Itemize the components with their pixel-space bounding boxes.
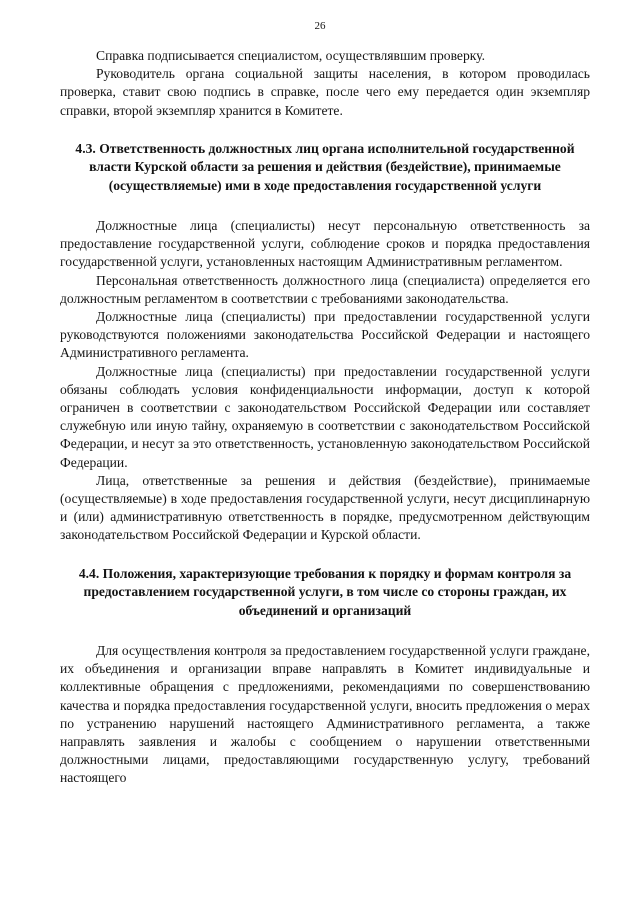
paragraph: Для осуществления контроля за предоставлением государственной услуги граждане, их объединения и организации вправе направлять в Комитет индивидуальные и коллективные обращения с предложениями, рекомендациями по совершенствованию качества и порядка предоставления государственной услуги, вносить предложения о мерах по устранению нарушений настоящего Административного регламента, а также направлять заявления и жалобы с сообщением о нарушении ответственными должностными лицами, предоставляющими государственную услугу, требований настоящего	[60, 642, 590, 786]
page-content	[60, 47, 590, 788]
paragraph: Руководитель органа социальной защиты населения, в котором проводилась проверка, ставит свою подпись в справке, после чего ему передается один экземпляр справки, второй экземпляр хранится в Комитете.	[60, 66, 590, 118]
page-number: 26	[314, 20, 326, 32]
section-heading-4-4: 4.4. Положения, характеризующие требования к порядку и формам контроля за предоставлением государственной услуги, в том числе со стороны граждан, их объединений и организаций	[78, 565, 572, 618]
paragraph: Должностные лица (специалисты) при предоставлении государственной услуги обязаны соблюдать условия конфиденциальности информации, доступ к которой ограничен в соответствии с законодательством Российской Федерации или составляет служебную или иную тайну, охраняемую в соответствии с законодательством Российской Федерации, и несут за это ответственность, установленную законодательством Российской Федерации.	[60, 363, 590, 470]
paragraph: Персональная ответственность должностного лица (специалиста) определяется его должностным регламентом в соответствии с требованиями законодательства.	[60, 272, 590, 306]
paragraph: Лица, ответственные за решения и действия (бездействие), принимаемые (осуществляемые) в ходе предоставления государственной услуги, несут дисциплинарную и (или) административную ответственность в порядке, предусмотренном действующим законодательством Российской Федерации и Курской области.	[60, 472, 590, 543]
paragraph: Справка подписывается специалистом, осуществлявшим проверку.	[96, 48, 485, 63]
paragraph: Должностные лица (специалисты) несут персональную ответственность за предоставление государственной услуги, соблюдение сроков и порядка предоставления государственной услуги, установленных настоящим Административным регламентом.	[60, 218, 590, 270]
section-heading-4-3: 4.3. Ответственность должностных лиц органа исполнительной государственной власти Курской области за решения и действия (бездействие), принимаемые (осуществляемые) ими в ходе предоставления государственной услуги	[75, 140, 575, 193]
paragraph: Должностные лица (специалисты) при предоставлении государственной услуги руководствуются положениями законодательства Российской Федерации и настоящего Административного регламента.	[60, 309, 590, 361]
